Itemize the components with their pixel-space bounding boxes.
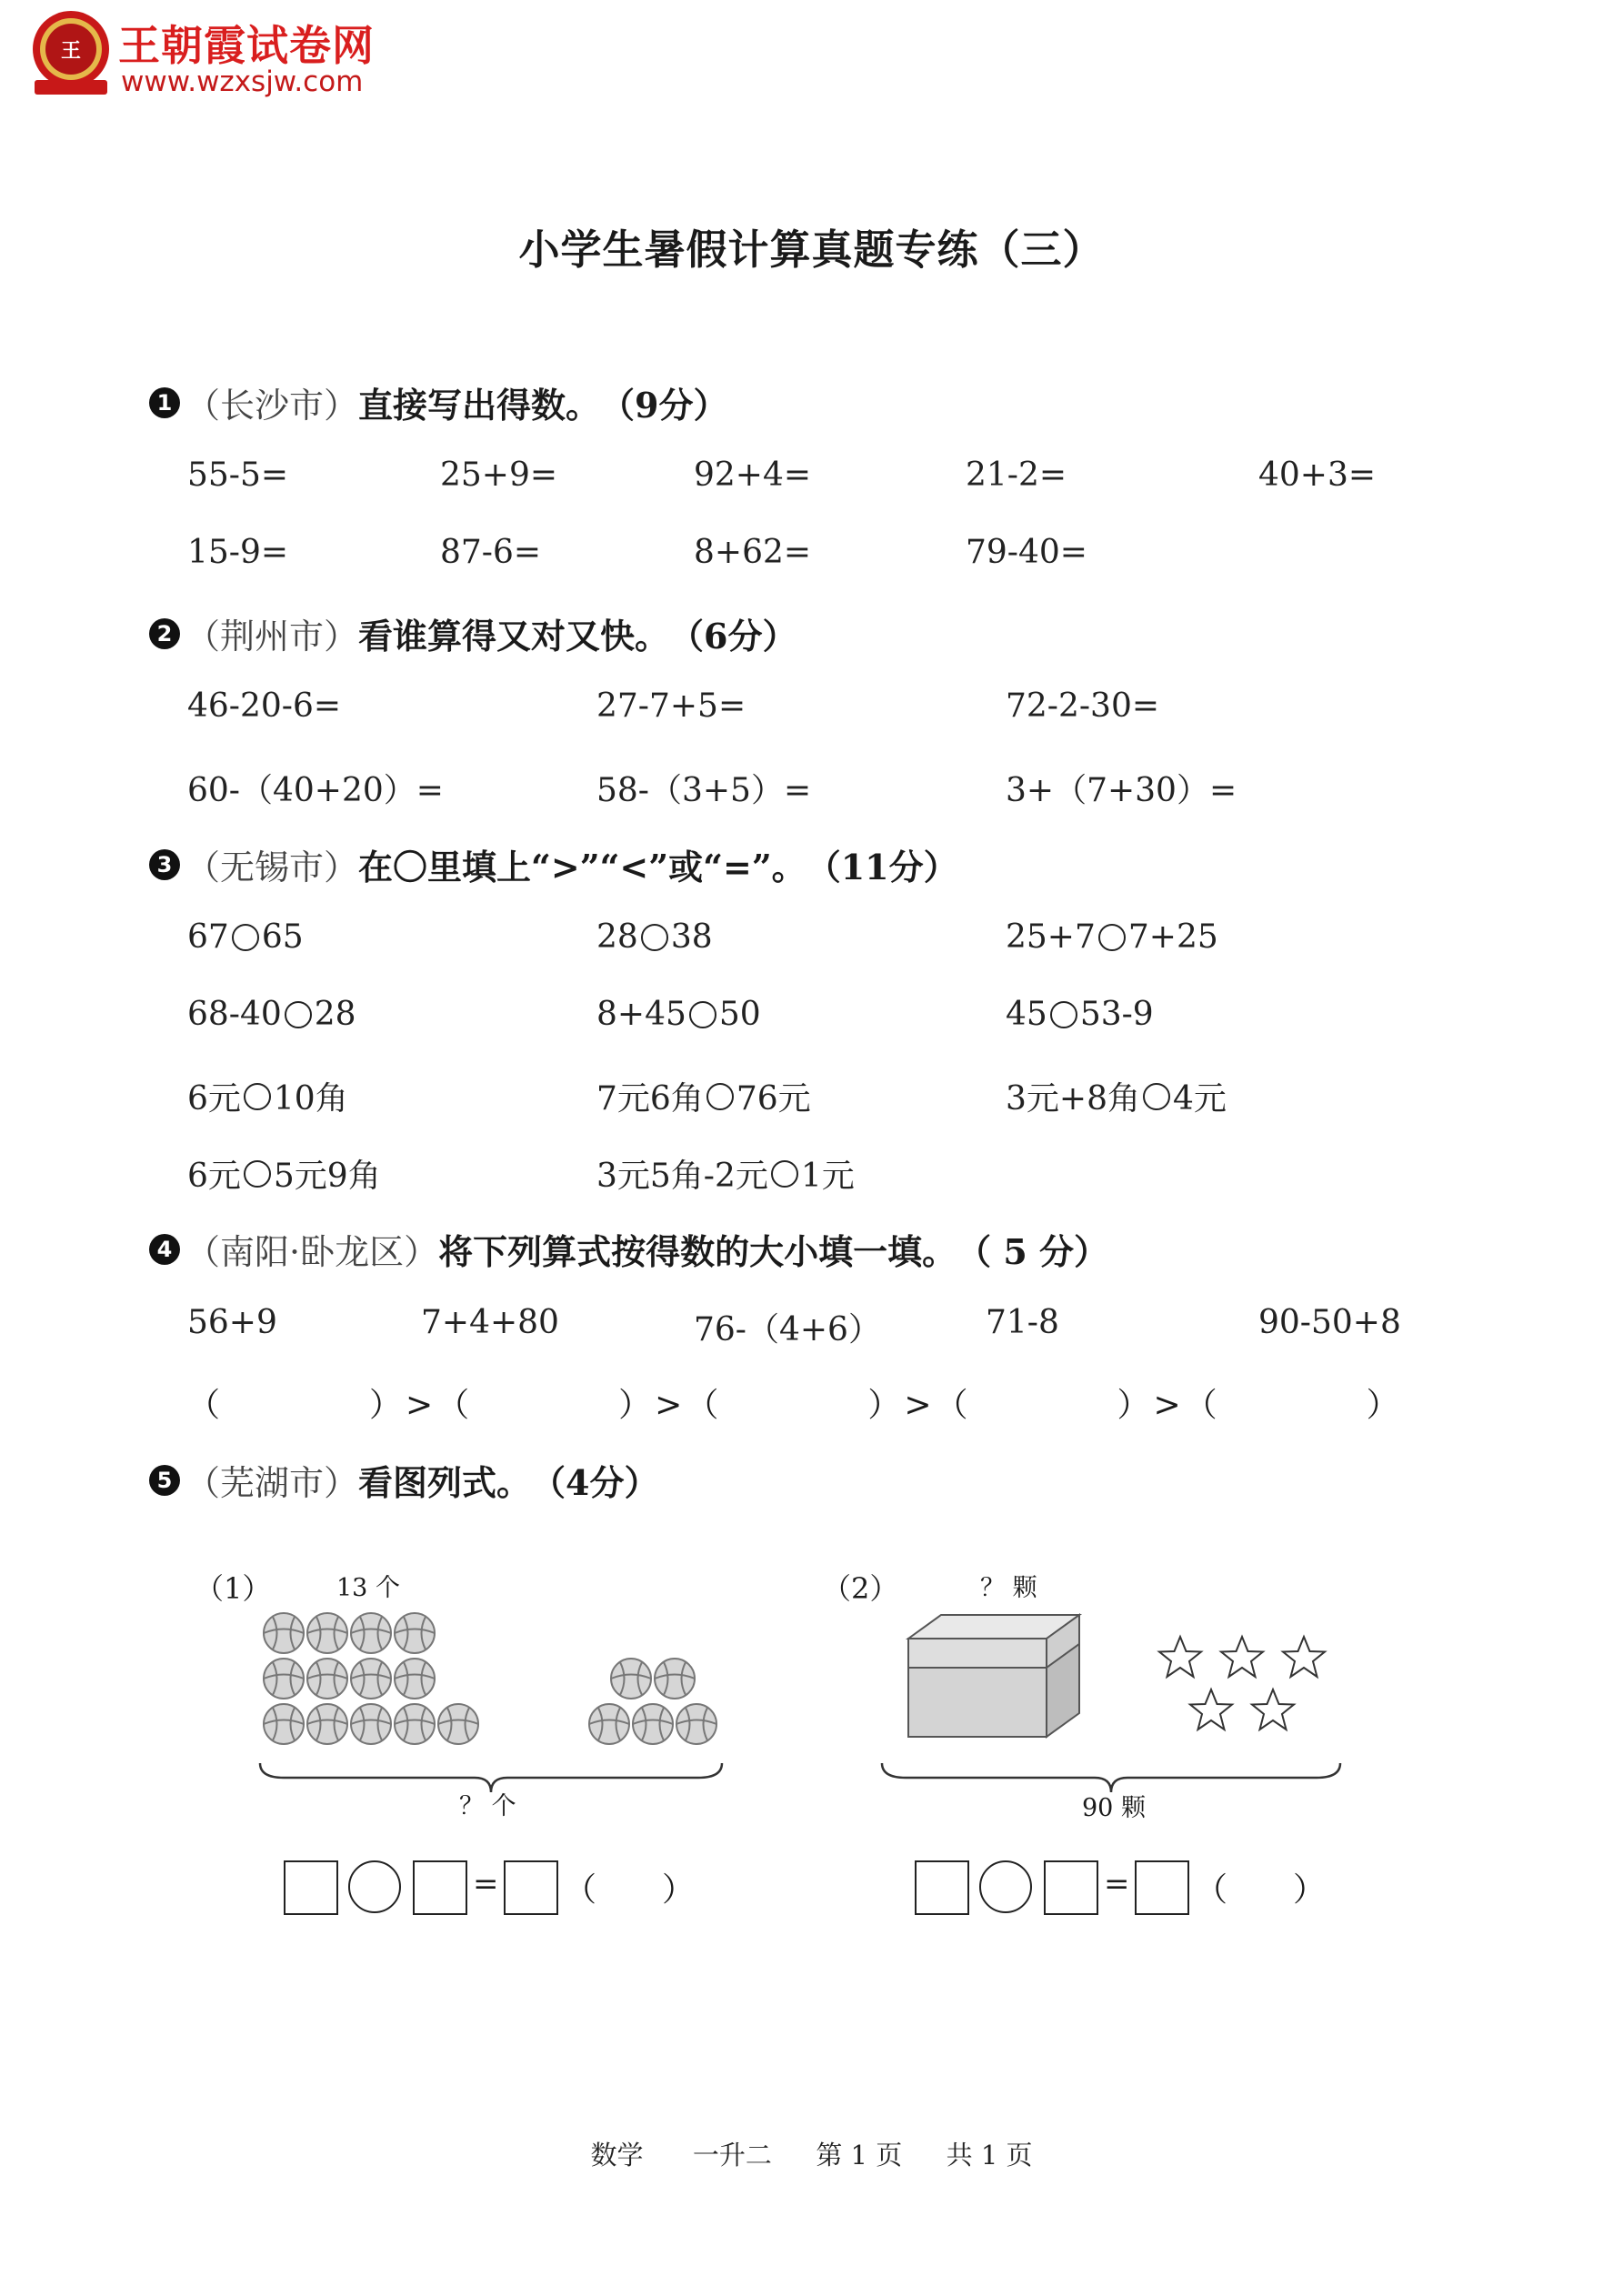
calc-item: 92+4=	[694, 456, 812, 494]
page-footer	[0, 2135, 1623, 2172]
basketball-icon	[438, 1704, 478, 1744]
basketball-icon	[307, 1613, 347, 1653]
compare-circle[interactable]	[1098, 924, 1126, 951]
question-instruction: 直接写出得数。	[358, 385, 601, 426]
compare-right: 7+25	[1127, 918, 1218, 956]
page-title: 小学生暑假计算真题专练（三）	[518, 226, 1105, 274]
basketball-icon	[351, 1659, 391, 1699]
calc-item: 72-2-30=	[1006, 687, 1160, 725]
compare-circle[interactable]	[244, 1160, 271, 1188]
figure-2-bottom-count: 90 颗	[1082, 1794, 1146, 1822]
unit-blank[interactable]: （ ）	[564, 1871, 696, 1909]
answer-box[interactable]	[1044, 1860, 1098, 1915]
compare-circle[interactable]	[1143, 1083, 1170, 1110]
basketball-icon	[307, 1704, 347, 1744]
figure-1-top-count: 13 个	[336, 1574, 400, 1602]
calc-item: 15-9=	[187, 534, 289, 571]
basketball-icon	[395, 1659, 435, 1699]
question-points: （6分）	[669, 616, 797, 657]
compare-circle[interactable]	[1050, 1001, 1077, 1028]
star-icon	[1221, 1637, 1263, 1677]
calc-item: 56+9	[187, 1304, 277, 1341]
compare-right: 38	[670, 918, 713, 956]
compare-left: 3元5角-2元	[596, 1158, 768, 1195]
compare-left: 8+45	[596, 996, 686, 1033]
answer-box[interactable]	[1135, 1860, 1189, 1915]
figure-2-top-count: ？ 颗	[980, 1574, 1037, 1602]
basketballs-illustration	[255, 1609, 727, 1773]
question-region: （荆州市）	[185, 617, 359, 657]
calc-item: 27-7+5=	[596, 687, 746, 725]
star-icon	[1190, 1689, 1232, 1730]
question-3-heading	[149, 839, 958, 889]
calc-item: 60-（40+20）=	[187, 772, 444, 809]
compare-item	[1006, 996, 1154, 1033]
figure-2-label: （2）	[822, 1571, 899, 1606]
question-instruction: 看谁算得又对又快。	[358, 616, 670, 657]
compare-left: 6元	[187, 1080, 241, 1118]
calc-item: 58-（3+5）=	[596, 772, 812, 809]
compare-item	[1006, 918, 1218, 956]
basketball-icon	[264, 1704, 304, 1744]
compare-right: 10角	[273, 1080, 348, 1118]
question-instruction: 看图列式。	[358, 1462, 532, 1503]
star-icon	[1252, 1689, 1294, 1730]
question-region: （南阳·卧龙区）	[185, 1232, 439, 1272]
basketball-icon	[676, 1704, 716, 1744]
question-instruction: 将下列算式按得数的大小填一填。	[438, 1231, 957, 1272]
compare-item	[187, 1073, 348, 1119]
basketball-icon	[655, 1659, 695, 1699]
figure-1-label: （1）	[195, 1571, 272, 1606]
compare-item	[596, 1150, 855, 1197]
compare-circle[interactable]	[771, 1160, 798, 1188]
calc-item: 79-40=	[966, 534, 1087, 571]
answer-box[interactable]	[915, 1860, 969, 1915]
footer-grade: 一升二	[692, 2140, 772, 2171]
compare-right: 65	[261, 918, 304, 956]
calc-item: 46-20-6=	[187, 687, 342, 725]
basketball-icon	[395, 1704, 435, 1744]
compare-right: 1元	[800, 1158, 855, 1195]
answer-box[interactable]	[284, 1860, 338, 1915]
figure-1-bottom-count: ？ 个	[459, 1792, 516, 1820]
calc-item: 90-50+8	[1258, 1304, 1401, 1341]
compare-item	[187, 996, 356, 1033]
question-number-4: 4	[149, 1234, 180, 1265]
compare-circle[interactable]	[285, 1001, 312, 1028]
compare-circle[interactable]	[244, 1083, 271, 1110]
compare-right: 53-9	[1079, 996, 1154, 1033]
compare-left: 3元+8角	[1006, 1080, 1140, 1118]
calc-item: 71-8	[986, 1304, 1059, 1341]
compare-item	[596, 996, 761, 1033]
site-logo	[27, 7, 427, 98]
question-4-heading	[149, 1224, 1108, 1274]
answer-box[interactable]	[504, 1860, 558, 1915]
compare-circle[interactable]	[641, 924, 668, 951]
calc-item: 87-6=	[440, 534, 542, 571]
basketball-icon	[351, 1704, 391, 1744]
seal-icon	[27, 7, 115, 98]
stars-illustration	[1153, 1631, 1344, 1740]
question-points: （9分）	[600, 385, 728, 426]
footer-page-total: 共 1 页	[946, 2140, 1033, 2171]
basketball-icon	[589, 1704, 629, 1744]
operator-circle[interactable]	[348, 1860, 401, 1913]
brand-name: 王朝霞试卷网	[118, 21, 375, 70]
compare-right: 50	[718, 996, 761, 1033]
calc-item: 55-5=	[187, 456, 289, 494]
compare-right: 76元	[736, 1080, 811, 1118]
question-instruction: 在〇里填上“>”“<”或“=”。	[358, 847, 806, 887]
footer-subject: 数学	[590, 2140, 644, 2171]
question-5-heading	[149, 1455, 658, 1505]
basketball-icon	[395, 1613, 435, 1653]
basketball-icon	[611, 1659, 651, 1699]
compare-right: 4元	[1172, 1080, 1227, 1118]
question-points: （ 5 分）	[957, 1231, 1109, 1272]
basketball-icon	[264, 1613, 304, 1653]
basketball-icon	[264, 1659, 304, 1699]
calc-item: 3+（7+30）=	[1006, 772, 1237, 809]
basketball-icon	[633, 1704, 673, 1744]
order-answer-line[interactable]: （ ）>（ ）>（ ）>（ ）>（ ）	[187, 1387, 1403, 1424]
compare-left: 67	[187, 918, 229, 956]
question-points: （11分）	[806, 847, 958, 887]
box-icon	[908, 1615, 1079, 1737]
compare-left: 6元	[187, 1158, 241, 1195]
compare-left: 25+7	[1006, 918, 1096, 956]
compare-circle[interactable]	[689, 1001, 716, 1028]
compare-right: 5元9角	[273, 1158, 381, 1195]
calc-item: 76-（4+6）	[694, 1311, 881, 1349]
compare-item	[187, 918, 304, 956]
unit-blank[interactable]: （ ）	[1195, 1871, 1327, 1909]
answer-box[interactable]	[413, 1860, 467, 1915]
question-region: （无锡市）	[185, 847, 359, 887]
compare-left: 68-40	[187, 996, 282, 1033]
calc-item: 21-2=	[966, 456, 1067, 494]
question-number-5: 5	[149, 1465, 180, 1496]
compare-item	[596, 918, 713, 956]
compare-circle[interactable]	[232, 924, 259, 951]
compare-left: 28	[596, 918, 638, 956]
compare-item	[596, 1073, 811, 1119]
question-2-heading	[149, 608, 796, 658]
footer-page-number: 第 1 页	[816, 2140, 903, 2171]
operator-circle[interactable]	[979, 1860, 1032, 1913]
brand-url[interactable]: www.wzxsjw.com	[121, 65, 364, 98]
compare-item	[187, 1150, 381, 1197]
star-icon	[1159, 1637, 1201, 1677]
question-points: （4分）	[531, 1462, 659, 1503]
gift-box-illustration	[905, 1611, 1087, 1748]
calc-item: 40+3=	[1258, 456, 1377, 494]
question-number-2: 2	[149, 618, 180, 649]
question-number-1: 1	[149, 387, 180, 418]
equals-sign: =	[473, 1866, 499, 1902]
question-region: （芜湖市）	[185, 1463, 359, 1503]
basketball-icon	[307, 1659, 347, 1699]
compare-right: 28	[314, 996, 356, 1033]
question-1-heading	[149, 377, 727, 427]
star-icon	[1283, 1637, 1325, 1677]
compare-circle[interactable]	[706, 1083, 734, 1110]
calc-item: 7+4+80	[421, 1304, 559, 1341]
calc-item: 8+62=	[694, 534, 812, 571]
question-region: （长沙市）	[185, 386, 359, 426]
compare-item	[1006, 1073, 1227, 1119]
calc-item: 25+9=	[440, 456, 558, 494]
basketball-icon	[351, 1613, 391, 1653]
svg-text:王: 王	[60, 40, 82, 63]
compare-left: 45	[1006, 996, 1047, 1033]
question-number-3: 3	[149, 849, 180, 880]
equals-sign: =	[1104, 1866, 1130, 1902]
compare-left: 7元6角	[596, 1080, 704, 1118]
